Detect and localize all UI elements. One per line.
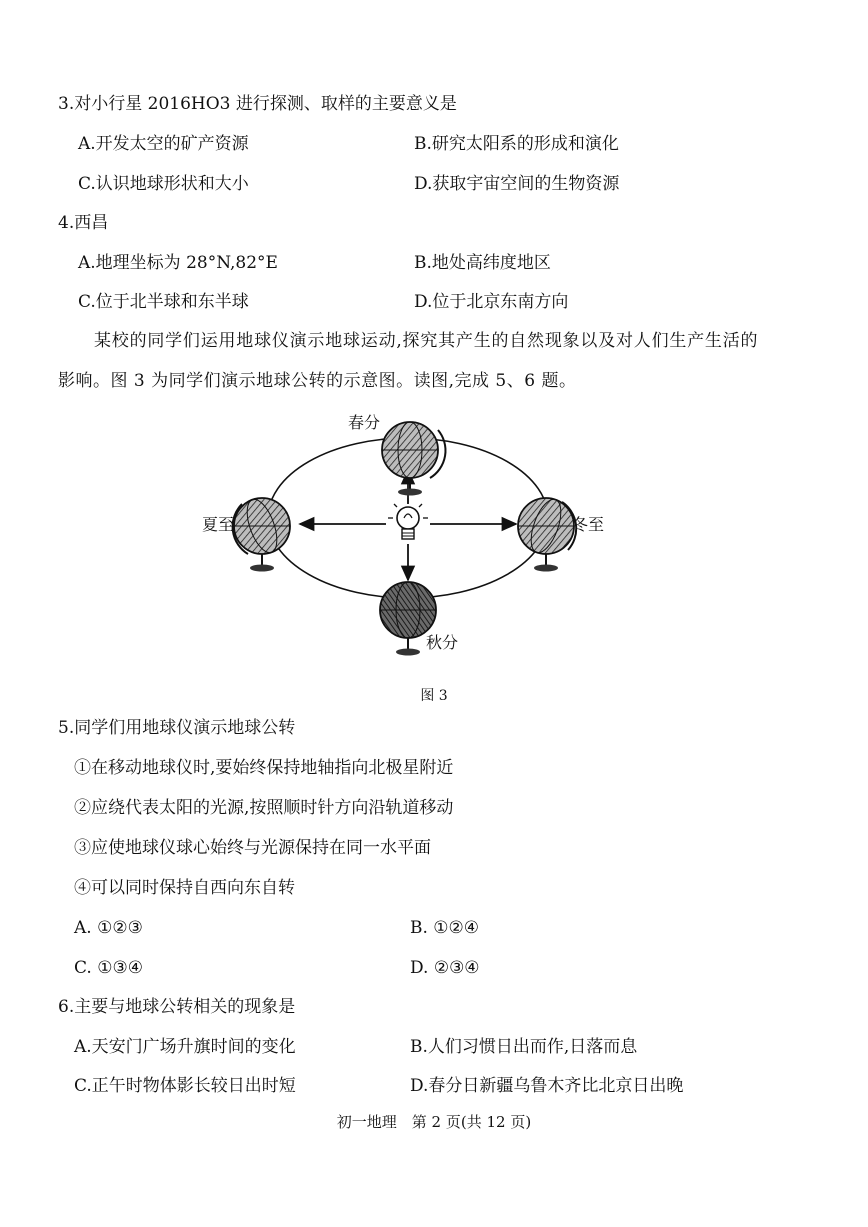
question-4-option-b: B.地处高纬度地区 [414, 253, 551, 273]
question-5-statement-1: ①在移动地球仪时,要始终保持地轴指向北极星附近 [74, 758, 454, 778]
question-6-option-d: D.春分日新疆乌鲁木齐比北京日出晚 [410, 1076, 684, 1096]
question-3-option-a: A.开发太空的矿产资源 [78, 134, 249, 154]
label-summer-solstice: 夏至 [202, 515, 235, 534]
intro-paragraph: 某校的同学们运用地球仪演示地球运动,探究其产生的自然现象以及对人们生产生活的影响。图 3 为同学们演示地球公转的示意图。读图,完成 5、6 题。 [58, 331, 758, 391]
question-4-option-a: A.地理坐标为 28°N,82°E [78, 253, 278, 273]
question-5-option-c: C. ①③④ [74, 958, 143, 978]
page-footer: 初一地理 第 2 页(共 12 页) [336, 1113, 532, 1131]
question-6-option-c: C.正午时物体影长较日出时短 [74, 1076, 296, 1096]
figure-caption: 图 3 [420, 688, 448, 704]
question-3-option-b: B.研究太阳系的形成和演化 [414, 134, 619, 154]
question-5-statement-3: ③应使地球仪球心始终与光源保持在同一水平面 [74, 838, 431, 858]
question-6-option-b: B.人们习惯日出而作,日落而息 [410, 1037, 638, 1057]
question-4-stem: 4.西昌 [58, 213, 109, 233]
label-spring-equinox: 春分 [348, 413, 381, 432]
question-5-statement-2: ②应绕代表太阳的光源,按照顺时针方向沿轨道移动 [74, 798, 454, 818]
globe-spring-equinox [382, 422, 445, 496]
question-5-option-a: A. ①②③ [74, 918, 143, 938]
question-5-option-b: B. ①②④ [410, 918, 480, 938]
label-winter-solstice: 冬至 [572, 515, 605, 534]
question-3-stem: 3.对小行星 2016HO3 进行探测、取样的主要意义是 [58, 94, 457, 114]
question-4-option-d: D.位于北京东南方向 [414, 292, 569, 312]
question-3-option-d: D.获取宇宙空间的生物资源 [414, 174, 620, 194]
question-5-stem: 5.同学们用地球仪演示地球公转 [58, 718, 296, 738]
label-autumn-equinox: 秋分 [426, 633, 459, 652]
question-5-option-d: D. ②③④ [410, 958, 480, 978]
globe-summer-solstice [233, 496, 290, 572]
question-6-stem: 6.主要与地球公转相关的现象是 [58, 997, 296, 1017]
earth-revolution-diagram [190, 408, 630, 678]
question-5-statement-4: ④可以同时保持自西向东自转 [74, 878, 295, 898]
question-6-option-a: A.天安门广场升旗时间的变化 [74, 1037, 296, 1057]
light-bulb-icon [388, 498, 428, 539]
question-3-option-c: C.认识地球形状和大小 [78, 174, 249, 194]
question-4-option-c: C.位于北半球和东半球 [78, 292, 249, 312]
